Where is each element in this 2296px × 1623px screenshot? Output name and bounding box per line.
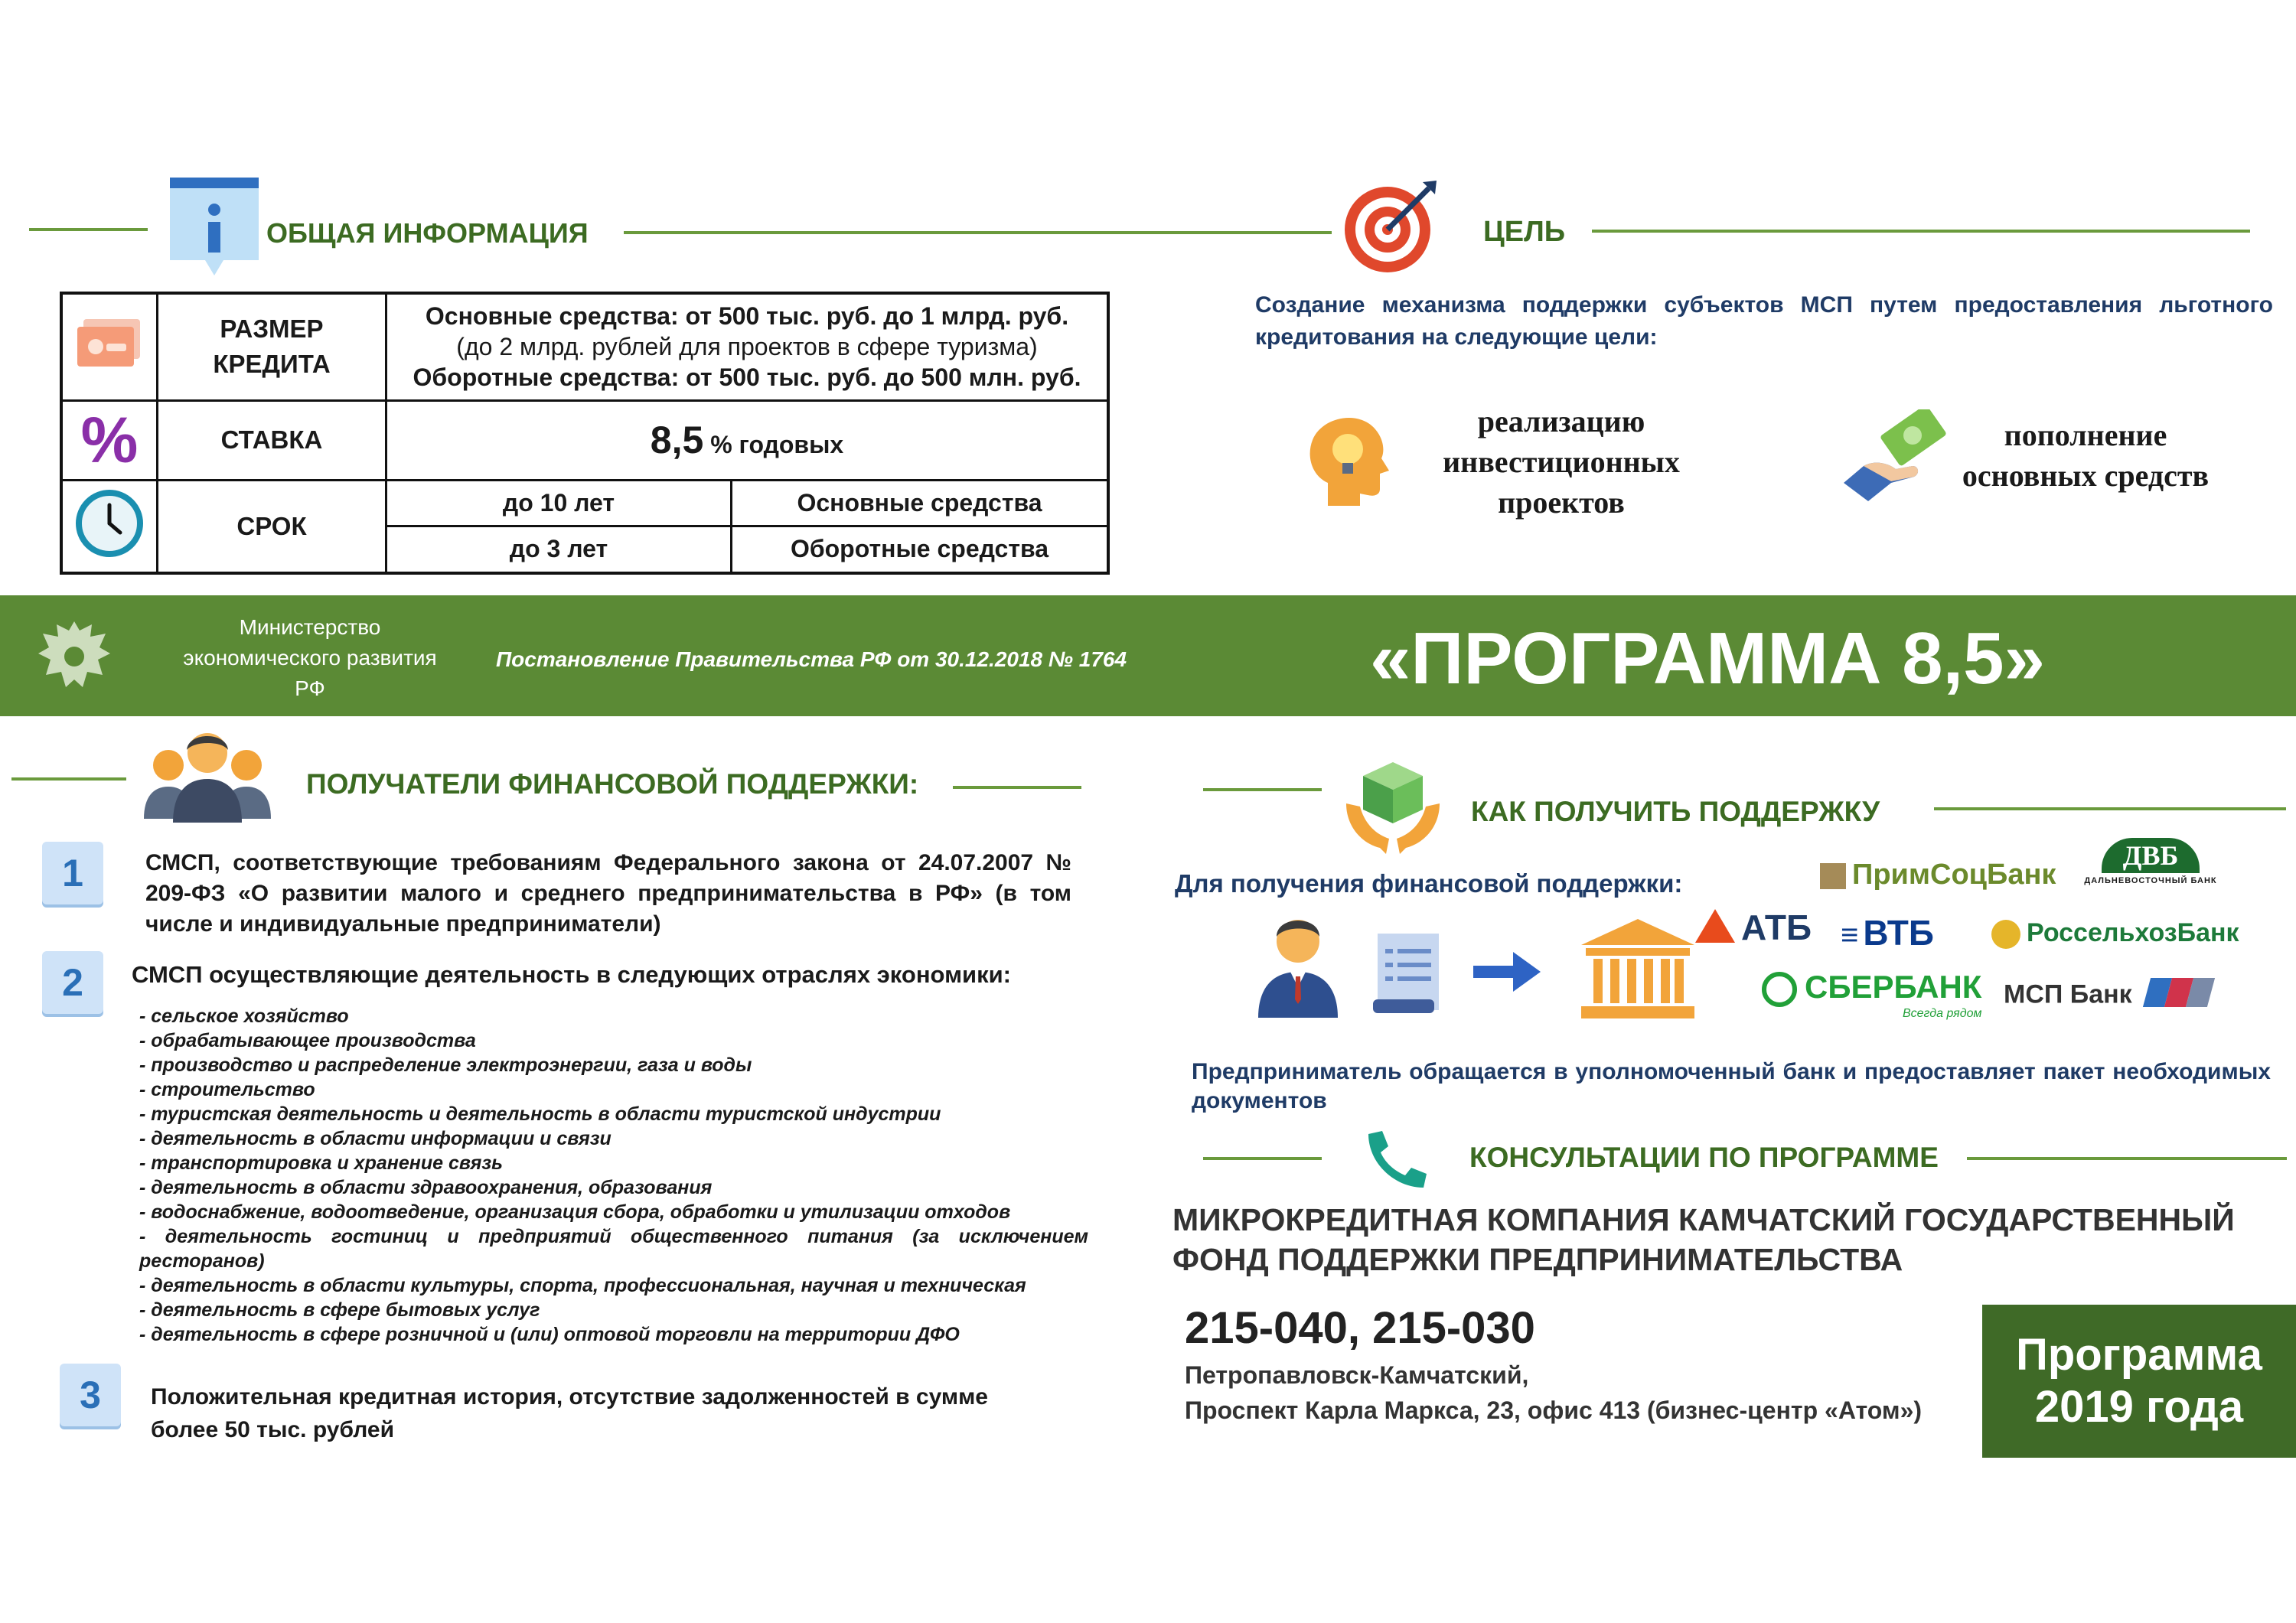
term1: до 10 лет xyxy=(386,480,732,526)
bank-logo-rshb: РоссельхозБанк xyxy=(1991,918,2239,949)
divider-line xyxy=(1203,788,1322,791)
list-item: - деятельность в области культуры, спорта, профессиональная, научная и техническая xyxy=(139,1275,1026,1296)
program-banner xyxy=(0,595,2296,716)
goal-title: ЦЕЛЬ xyxy=(1483,216,1566,248)
list-item: - сельское хозяйство xyxy=(139,1005,349,1027)
recipient-2-text: СМСП осуществляющие деятельность в следующих отраслях экономики: xyxy=(132,961,1011,988)
rate-value: 8,5 % годовых xyxy=(386,400,1109,480)
ministry-name: Министерство экономического развития РФ xyxy=(183,615,437,700)
number-badge-3: 3 xyxy=(60,1364,121,1426)
list-item: - деятельность в сфере бытовых услуг xyxy=(139,1299,540,1321)
clock-icon-cell xyxy=(61,480,158,573)
list-item: - водоснабжение, водоотведение, организация сбора, обработки и утилизации отходов xyxy=(139,1201,1011,1223)
list-item: - деятельность в области информации и связи xyxy=(139,1128,612,1149)
rate-label: СТАВКА xyxy=(158,400,386,480)
clock-icon xyxy=(74,488,145,559)
documents-icon xyxy=(1370,926,1446,1018)
list-item: - транспортировка и хранение связь xyxy=(139,1152,503,1174)
rshb-icon xyxy=(1991,920,2020,949)
how-title: КАК ПОЛУЧИТЬ ПОДДЕРЖКУ xyxy=(1471,796,1880,827)
list-item: - строительство xyxy=(139,1079,315,1100)
industries-list xyxy=(139,1004,1088,1347)
coat-of-arms-icon xyxy=(32,614,116,698)
term2: до 3 лет xyxy=(386,526,732,573)
lightbulb-head-icon xyxy=(1305,409,1394,509)
divider-line xyxy=(1967,1157,2287,1160)
divider-line xyxy=(624,231,1332,234)
bank-logo-atb: АТБ xyxy=(1695,907,1812,948)
bank-logo-dvb: ДВБ ДАЛЬНЕВОСТОЧНЫЙ БАНК xyxy=(2059,838,2242,885)
divider-line xyxy=(11,777,126,781)
people-icon xyxy=(138,727,277,823)
phone-numbers: 215-040, 215-030 xyxy=(1185,1303,1535,1353)
arrow-right-icon xyxy=(1473,949,1542,995)
program-year-box: Программа 2019 года xyxy=(1982,1305,2296,1458)
goal-text: Создание механизма поддержки субъектов МСП путем предоставления льготного кредитования на следующие цели: xyxy=(1255,292,2273,350)
list-item: - деятельность гостиниц и предприятий общественного питания (за исключением ресторанов) xyxy=(139,1226,1088,1272)
how-subtitle: Для получения финансовой поддержки: xyxy=(1175,869,1683,898)
decree-text: Постановление Правительства РФ от 30.12.2018 № 1764 xyxy=(496,647,1127,671)
percent-icon: % xyxy=(80,403,139,476)
term-label: СРОК xyxy=(158,480,386,573)
money-icon-cell xyxy=(61,293,158,400)
sber-icon xyxy=(1762,972,1797,1007)
size-label: РАЗМЕР КРЕДИТА xyxy=(158,293,386,400)
divider-line xyxy=(29,228,148,231)
list-item: - производство и распределение электроэнергии, газа и воды xyxy=(139,1054,752,1076)
bank-logo-primsoc: ПримСоцБанк xyxy=(1820,859,2056,891)
percent-icon-cell xyxy=(61,400,158,480)
program-title: «ПРОГРАММА 8,5» xyxy=(1370,618,2045,699)
recipient-3-text: Положительная кредитная история, отсутствие задолженностей в сумме более 50 тыс. рублей xyxy=(151,1384,988,1442)
goal-item-1: реализацию инвестиционных проектов xyxy=(1443,404,1680,520)
vtb-icon: ≡ xyxy=(1841,918,1859,952)
divider-line xyxy=(1934,807,2286,810)
box-hands-icon xyxy=(1343,758,1443,857)
divider-line xyxy=(1203,1157,1322,1160)
list-item: - туристская деятельность и деятельность в области туристской индустрии xyxy=(139,1103,941,1125)
money-icon xyxy=(73,313,146,374)
divider-line xyxy=(953,786,1081,789)
how-text: Предприниматель обращается в уполномоченный банк и предоставляет пакет необходимых документов xyxy=(1192,1059,2271,1113)
phone-icon xyxy=(1361,1128,1430,1189)
primsoc-icon xyxy=(1820,863,1846,889)
list-item: - деятельность в сфере розничной и (или) оптовой торговли на территории ДФО xyxy=(139,1324,960,1345)
goal-item-2: пополнение основных средств xyxy=(1962,418,2210,493)
list-item: - деятельность в области здравоохранения, образования xyxy=(139,1177,713,1198)
term2-type: Оборотные средства xyxy=(732,526,1109,573)
term1-type: Основные средства xyxy=(732,480,1109,526)
number-badge-2: 2 xyxy=(42,951,103,1014)
organization-name: МИКРОКРЕДИТНАЯ КОМПАНИЯ КАМЧАТСКИЙ ГОСУДАРСТВЕННЫЙ ФОНД ПОДДЕРЖКИ ПРЕДПРИНИМАТЕЛЬСТВА xyxy=(1172,1202,2235,1277)
divider-line xyxy=(1592,230,2250,233)
consult-title: КОНСУЛЬТАЦИИ ПО ПРОГРАММЕ xyxy=(1469,1142,1939,1173)
bank-logo-msp: МСП Банк xyxy=(2004,978,2211,1014)
bank-building-icon xyxy=(1577,914,1699,1022)
list-item: - обрабатывающее производства xyxy=(139,1030,476,1051)
address: Петропавловск-Камчатский, Проспект Карла Маркса, 23, офис 413 (бизнес-центр «Атом») xyxy=(1185,1361,1923,1424)
money-hand-icon xyxy=(1841,409,1948,509)
atb-icon xyxy=(1695,909,1735,943)
info-icon xyxy=(170,178,259,282)
target-icon xyxy=(1343,174,1443,274)
bank-logo-sber: СБЕРБАНК Всегда рядом xyxy=(1762,969,1981,1021)
number-badge-1: 1 xyxy=(42,842,103,904)
recipients-title: ПОЛУЧАТЕЛИ ФИНАНСОВОЙ ПОДДЕРЖКИ: xyxy=(306,768,919,800)
bank-logo-vtb: ≡ ВТБ xyxy=(1841,913,1934,953)
general-info-title: ОБЩАЯ ИНФОРМАЦИЯ xyxy=(266,217,589,249)
recipient-1-text: СМСП, соответствующие требованиям Федерального закона от 24.07.2007 № 209-ФЗ «О развитии малого и среднего предпринимательства в РФ» (в том числе и индивидуальные предприниматели) xyxy=(145,850,1071,937)
size-value: Основные средства: от 500 тыс. руб. до 1 млрд. руб. (до 2 млрд. рублей для проектов в сфере туризма) Оборотные средства: от 500 тыс. руб. до 500 млн. руб. xyxy=(386,293,1109,400)
businessman-icon xyxy=(1255,911,1341,1018)
msp-icon xyxy=(2147,978,2211,1014)
info-table xyxy=(60,292,1110,575)
